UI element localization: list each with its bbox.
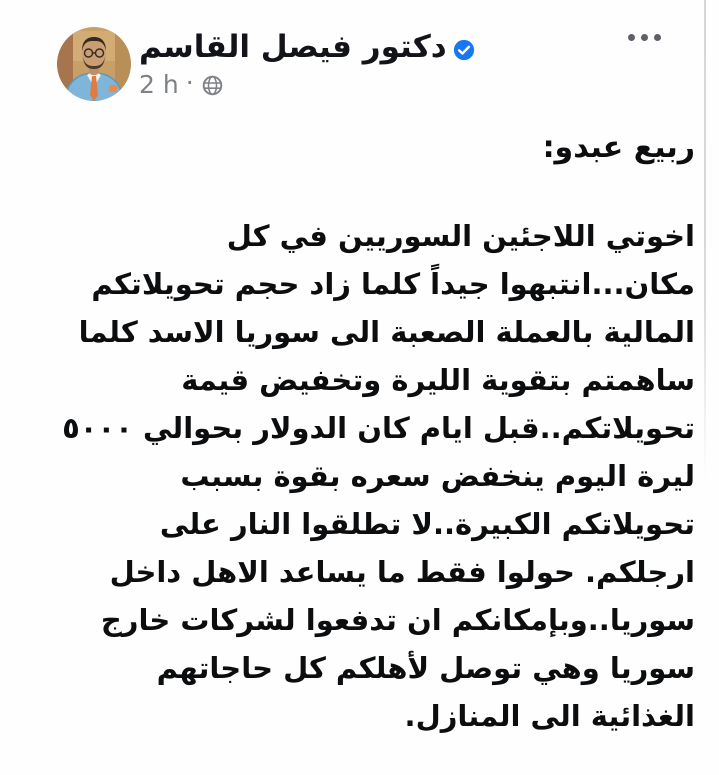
timestamp[interactable]: 2 h: [139, 69, 179, 99]
post-line: اخوتي اللاجئين السوريين في كل: [226, 219, 695, 253]
post-line: سوريا وهي توصل لأهلكم كل حاجاتهم: [156, 651, 695, 685]
post-line: تحويلاتكم الكبيرة..لا تطلقوا النار على: [159, 507, 695, 541]
post-line: سوريا..وبإمكانكم ان تدفعوا لشركات خارج: [100, 603, 695, 637]
avatar[interactable]: [57, 27, 131, 101]
ellipsis-icon: [641, 34, 648, 41]
post-body: [30, 124, 695, 740]
screenshot-edge-artifact: [704, 0, 706, 775]
name-row: [139, 28, 475, 68]
post-meta: [139, 67, 475, 99]
ellipsis-icon: [628, 34, 635, 41]
post-line: تحويلاتكم..قبل ايام كان الدولار بحوالي ٥٠٠٠: [62, 411, 695, 445]
post-line: ساهمتم بتقوية الليرة وتخفيض قيمة: [181, 363, 695, 397]
post-line: ارجلكم. حولوا فقط ما يساعد الاهل داخل: [109, 555, 695, 589]
post-line: المالية بالعملة الصعبة الى سوريا الاسد كلما: [78, 315, 695, 349]
profile-photo-icon: [57, 27, 131, 101]
profile-name[interactable]: دكتور فيصل القاسم: [139, 29, 447, 65]
post-addressee: ربيع عبدو:: [542, 130, 695, 165]
ellipsis-icon: [654, 34, 661, 41]
meta-separator: ·: [185, 67, 194, 97]
verified-badge-icon: [453, 39, 475, 61]
post-header: [57, 27, 649, 101]
post-line: الغذائية الى المنازل.: [404, 699, 695, 733]
header-info: [139, 27, 475, 101]
post-line: ليرة اليوم ينخفض سعره بقوة بسبب: [180, 459, 695, 493]
more-options-button[interactable]: [622, 26, 667, 49]
globe-icon: [201, 74, 224, 97]
post-line: مكان...انتبهوا جيداً كلما زاد حجم تحويلاتكم: [91, 267, 695, 301]
